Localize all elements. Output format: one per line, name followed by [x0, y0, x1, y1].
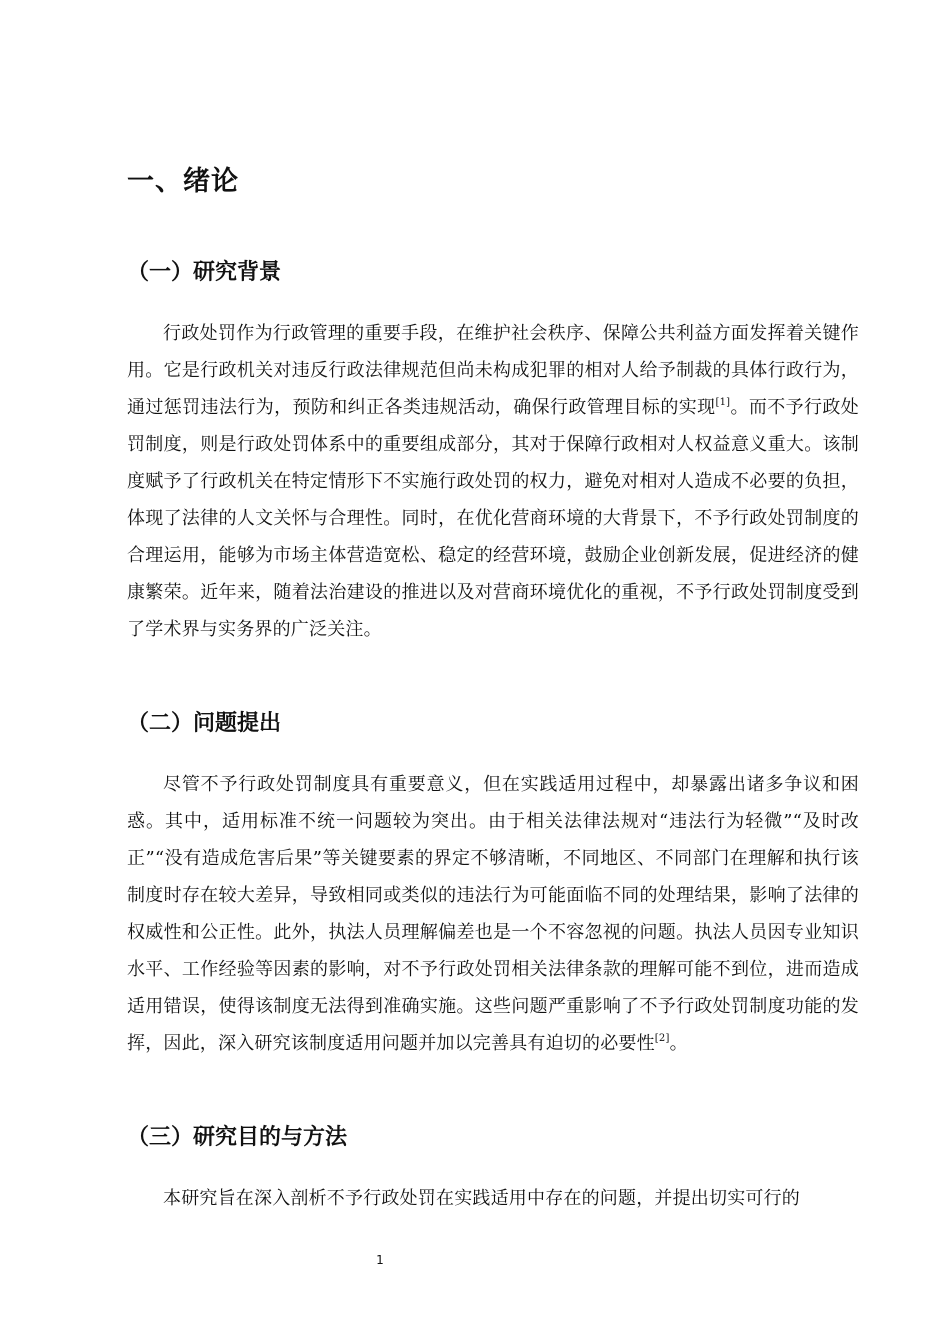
section-heading-problem: （二）问题提出: [127, 711, 282, 736]
spacing: [127, 739, 859, 766]
page-number: 1: [376, 1253, 384, 1267]
spacing: [127, 648, 859, 709]
page-content: [127, 164, 859, 1217]
citation-reference: [1]: [715, 397, 731, 408]
section-heading-background: （一）研究背景: [127, 260, 282, 285]
paragraph-text: 行政处罚作为行政管理的重要手段，在维护社会秩序、保障公共利益方面发挥着关键作用。它是行政机关对违反行政法律规范但尚未构成犯罪的相对人给予制裁的具体行政行为，通过惩罚违法行为，预防和纠正各类违规活动，确保行政管理目标的实现: [127, 323, 859, 418]
citation-reference: [2]: [654, 1033, 670, 1044]
spacing: [127, 200, 859, 258]
background-paragraph: [127, 315, 859, 648]
problem-paragraph: [127, 766, 859, 1062]
purpose-method-paragraph: [127, 1180, 859, 1217]
paragraph-text: 。: [669, 1033, 688, 1054]
section-heading-purpose-method: （三）研究目的与方法: [127, 1125, 348, 1150]
spacing: [127, 1062, 859, 1123]
paragraph-text: 尽管不予行政处罚制度具有重要意义，但在实践适用过程中，却暴露出诸多争议和困惑。其中，适用标准不统一问题较为突出。由于相关法律法规对“违法行为轻微”“及时改正”“没有造成危害后果”等关键要素的界定不够清晰，不同地区、不同部门在理解和执行该制度时存在较大差异，导致相同或类似的违法行为可能面临不同的处理结果，影响了法律的权威性和公正性。此外，执法人员理解偏差也是一个不容忽视的问题。执法人员因专业知识水平、工作经验等因素的影响，对不予行政处罚相关法律条款的理解可能不到位，进而造成适用错误，使得该制度无法得到准确实施。这些问题严重影响了不予行政处罚制度功能的发挥，因此，深入研究该制度适用问题并加以完善具有迫切的必要性: [127, 774, 859, 1054]
chapter-heading: 一、绪论: [127, 166, 239, 197]
spacing: [127, 1153, 859, 1180]
spacing: [127, 288, 859, 315]
paragraph-text: 。而不予行政处罚制度，则是行政处罚体系中的重要组成部分，其对于保障行政相对人权益意义重大。该制度赋予了行政机关在特定情形下不实施行政处罚的权力，避免对相对人造成不必要的负担，体现了法律的人文关怀与合理性。同时，在优化营商环境的大背景下，不予行政处罚制度的合理运用，能够为市场主体营造宽松、稳定的经营环境，鼓励企业创新发展，促进经济的健康繁荣。近年来，随着法治建设的推进以及对营商环境优化的重视，不予行政处罚制度受到了学术界与实务界的广泛关注。: [127, 397, 859, 640]
paragraph-text: 本研究旨在深入剖析不予行政处罚在实践适用中存在的问题，并提出切实可行的: [163, 1188, 800, 1209]
